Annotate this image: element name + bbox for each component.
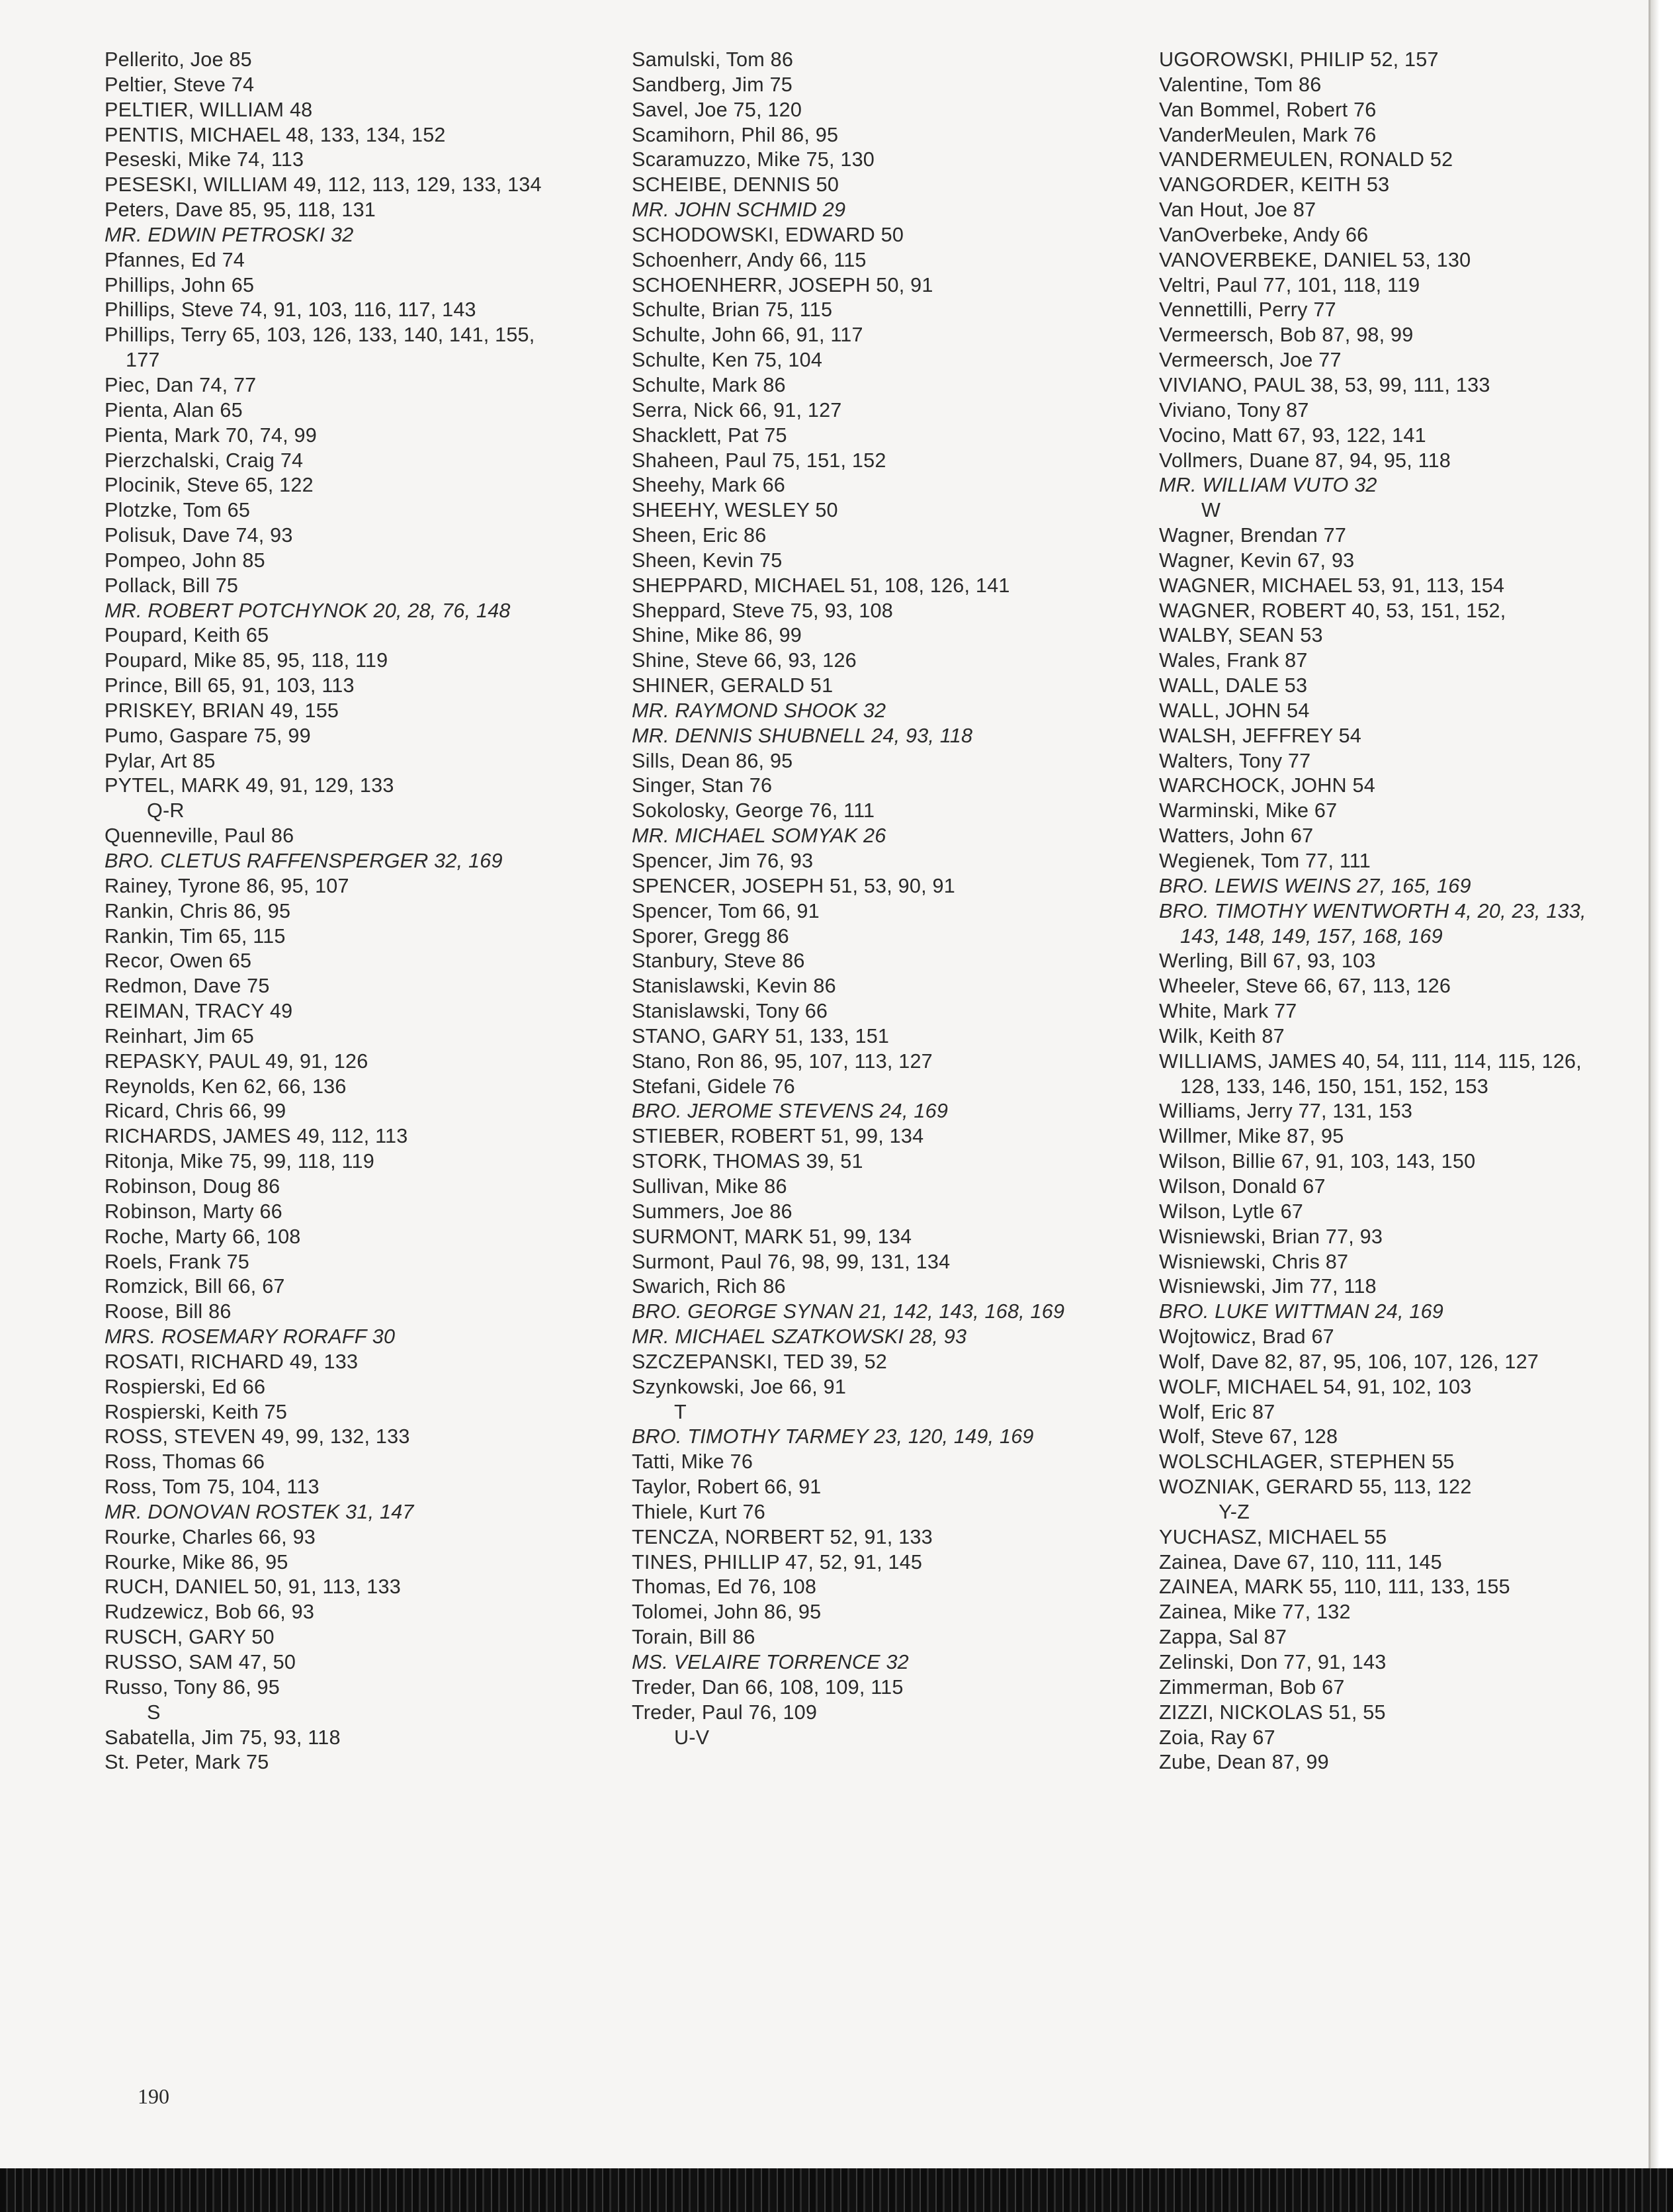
index-entry: Tolomei, John 86, 95: [632, 1601, 822, 1624]
index-entry: Thiele, Kurt 76: [632, 1500, 765, 1523]
index-entry: Reynolds, Ken 62, 66, 136: [105, 1075, 347, 1098]
index-entry-faculty: MR. RAYMOND SHOOK 32: [632, 699, 886, 722]
index-entry: Treder, Paul 76, 109: [632, 1701, 818, 1724]
index-entry: Redmon, Dave 75: [105, 975, 270, 998]
index-entry: Reinhart, Jim 65: [105, 1024, 254, 1047]
index-entry: Roche, Marty 66, 108: [105, 1225, 301, 1248]
index-entry: Van Hout, Joe 87: [1159, 199, 1316, 222]
index-entry: STANO, GARY 51, 133, 151: [632, 1024, 890, 1047]
index-entry: SPENCER, JOSEPH 51, 53, 90, 91: [632, 874, 955, 897]
index-entry-faculty: BRO. TIMOTHY WENTWORTH 4, 20, 23, 133, 143, 148, 149, 157, 168, 169: [1159, 899, 1586, 948]
index-entry: Taylor, Robert 66, 91: [632, 1476, 822, 1499]
index-entry: Werling, Bill 67, 93, 103: [1159, 950, 1376, 973]
index-entry: Wilson, Lytle 67: [1159, 1200, 1304, 1223]
index-entry: Ross, Thomas 66: [105, 1450, 265, 1474]
index-entry-faculty: MR. DONOVAN ROSTEK 31, 147: [105, 1500, 414, 1523]
index-entry-faculty: MR. JOHN SCHMID 29: [632, 199, 846, 222]
index-column-3: [1159, 48, 1615, 1775]
index-entry: Wisniewski, Jim 77, 118: [1159, 1275, 1377, 1298]
index-entry: Wolf, Steve 67, 128: [1159, 1425, 1338, 1448]
section-letter-heading: Y-Z: [1219, 1500, 1250, 1523]
index-entry: Wisniewski, Brian 77, 93: [1159, 1225, 1383, 1248]
index-entry: Surmont, Paul 76, 98, 99, 131, 134: [632, 1250, 951, 1273]
index-entry: Pollack, Bill 75: [105, 574, 239, 597]
index-entry: Recor, Owen 65: [105, 950, 252, 973]
section-letter-heading: T: [674, 1400, 687, 1423]
index-entry: Quenneville, Paul 86: [105, 824, 294, 848]
index-entry: WALBY, SEAN 53: [1159, 624, 1323, 647]
index-entry: VANGORDER, KEITH 53: [1159, 173, 1390, 197]
index-entry: Russo, Tony 86, 95: [105, 1675, 280, 1699]
index-entry: Tatti, Mike 76: [632, 1450, 753, 1474]
index-entry: Vermeersch, Bob 87, 98, 99: [1159, 324, 1414, 347]
index-entry: PENTIS, MICHAEL 48, 133, 134, 152: [105, 123, 446, 146]
index-entry: Pumo, Gaspare 75, 99: [105, 724, 311, 747]
index-entry: Samulski, Tom 86: [632, 48, 794, 71]
index-entry: Wolf, Dave 82, 87, 95, 106, 107, 126, 127: [1159, 1350, 1539, 1373]
index-entry: Pfannes, Ed 74: [105, 248, 245, 271]
index-entry: RICHARDS, JAMES 49, 112, 113: [105, 1125, 408, 1148]
index-entry: Roels, Frank 75: [105, 1250, 249, 1273]
index-entry: Zelinski, Don 77, 91, 143: [1159, 1651, 1387, 1673]
section-letter-heading: S: [147, 1701, 161, 1724]
index-entry: Robinson, Doug 86: [105, 1174, 280, 1198]
index-entry: Romzick, Bill 66, 67: [105, 1275, 285, 1298]
index-entry: Peltier, Steve 74: [105, 73, 255, 96]
index-entry: WALL, DALE 53: [1159, 674, 1308, 697]
index-entry: REIMAN, TRACY 49: [105, 1000, 293, 1023]
index-entry: Watters, John 67: [1159, 824, 1314, 848]
index-entry: Wolf, Eric 87: [1159, 1400, 1275, 1423]
index-entry: Wojtowicz, Brad 67: [1159, 1325, 1334, 1349]
index-entry: WALL, JOHN 54: [1159, 699, 1310, 722]
index-entry: Viviano, Tony 87: [1159, 398, 1309, 421]
index-entry: Wisniewski, Chris 87: [1159, 1250, 1349, 1273]
index-entry: Pienta, Mark 70, 74, 99: [105, 423, 317, 447]
index-entry: Wagner, Kevin 67, 93: [1159, 549, 1355, 572]
index-entry-faculty: BRO. GEORGE SYNAN 21, 142, 143, 168, 169: [632, 1300, 1065, 1323]
index-entry: VIVIANO, PAUL 38, 53, 99, 111, 133: [1159, 373, 1490, 396]
index-entry: Rankin, Tim 65, 115: [105, 924, 286, 948]
index-entry: Wales, Frank 87: [1159, 649, 1308, 672]
index-entry: SCHEIBE, DENNIS 50: [632, 173, 839, 197]
index-entry: Warminski, Mike 67: [1159, 799, 1338, 822]
index-entry-faculty: BRO. JEROME STEVENS 24, 169: [632, 1100, 949, 1123]
index-entry: WAGNER, ROBERT 40, 53, 151, 152,: [1159, 599, 1506, 622]
index-entry-faculty: MR. ROBERT POTCHYNOK 20, 28, 76, 148: [105, 599, 511, 622]
index-entry: Plocinik, Steve 65, 122: [105, 474, 314, 497]
index-entry: Wilson, Donald 67: [1159, 1174, 1326, 1198]
index-entry: Sheppard, Steve 75, 93, 108: [632, 599, 893, 622]
index-entry: Rankin, Chris 86, 95: [105, 899, 291, 922]
index-entry: SHEPPARD, MICHAEL 51, 108, 126, 141: [632, 574, 1010, 597]
index-entry: VanderMeulen, Mark 76: [1159, 123, 1377, 146]
index-entry: Walters, Tony 77: [1159, 749, 1311, 772]
index-entry: TINES, PHILLIP 47, 52, 91, 145: [632, 1550, 923, 1573]
index-column-1: [105, 48, 561, 1775]
index-entry: RUSSO, SAM 47, 50: [105, 1651, 296, 1673]
index-entry: Zainea, Dave 67, 110, 111, 145: [1159, 1550, 1442, 1573]
index-entry-faculty: MR. DENNIS SHUBNELL 24, 93, 118: [632, 724, 973, 747]
index-column-2: [632, 48, 1088, 1750]
index-entry: Sokolosky, George 76, 111: [632, 799, 875, 822]
index-entry: Pienta, Alan 65: [105, 398, 243, 421]
index-entry: VanOverbeke, Andy 66: [1159, 223, 1369, 246]
index-entry: SCHODOWSKI, EDWARD 50: [632, 223, 904, 246]
index-entry: Rudzewicz, Bob 66, 93: [105, 1601, 315, 1624]
index-entry: Pellerito, Joe 85: [105, 48, 252, 71]
index-entry: ZAINEA, MARK 55, 110, 111, 133, 155: [1159, 1575, 1510, 1599]
index-entry: Shine, Mike 86, 99: [632, 624, 802, 647]
index-entry-faculty: BRO. LEWIS WEINS 27, 165, 169: [1159, 874, 1471, 897]
index-entry: REPASKY, PAUL 49, 91, 126: [105, 1049, 368, 1073]
index-entry: Rourke, Mike 86, 95: [105, 1550, 288, 1573]
index-entry: WOLSCHLAGER, STEPHEN 55: [1159, 1450, 1455, 1474]
index-entry: Sullivan, Mike 86: [632, 1174, 787, 1198]
index-entry: PRISKEY, BRIAN 49, 155: [105, 699, 339, 722]
index-entry: Stanbury, Steve 86: [632, 950, 805, 973]
index-entry: Williams, Jerry 77, 131, 153: [1159, 1100, 1413, 1123]
index-entry-faculty: MR. EDWIN PETROSKI 32: [105, 223, 354, 246]
index-entry: Zube, Dean 87, 99: [1159, 1751, 1329, 1774]
index-entry: SURMONT, MARK 51, 99, 134: [632, 1225, 912, 1248]
index-entry: Wheeler, Steve 66, 67, 113, 126: [1159, 975, 1451, 998]
index-entry: Wegienek, Tom 77, 111: [1159, 850, 1371, 872]
index-entry: PESESKI, WILLIAM 49, 112, 113, 129, 133, 134: [105, 173, 542, 197]
index-entry: Vollmers, Duane 87, 94, 95, 118: [1159, 449, 1451, 472]
index-entry: WALSH, JEFFREY 54: [1159, 724, 1362, 747]
index-entry-faculty: BRO. LUKE WITTMAN 24, 169: [1159, 1300, 1444, 1323]
index-entry: Swarich, Rich 86: [632, 1275, 786, 1298]
index-entry: Phillips, John 65: [105, 273, 255, 296]
index-entry: Zainea, Mike 77, 132: [1159, 1601, 1351, 1624]
index-entry: SHINER, GERALD 51: [632, 674, 834, 697]
index-entry: Phillips, Steve 74, 91, 103, 116, 117, 143: [105, 298, 476, 322]
index-entry: Rospierski, Ed 66: [105, 1375, 266, 1398]
index-entry: Wagner, Brendan 77: [1159, 524, 1347, 547]
index-entry: Sporer, Gregg 86: [632, 924, 789, 948]
index-entry: Spencer, Tom 66, 91: [632, 899, 820, 922]
index-entry: Schulte, Brian 75, 115: [632, 298, 833, 322]
index-entry: ROSATI, RICHARD 49, 133: [105, 1350, 359, 1373]
index-entry: Summers, Joe 86: [632, 1200, 793, 1223]
index-entry: Willmer, Mike 87, 95: [1159, 1125, 1344, 1148]
index-entry: VANDERMEULEN, RONALD 52: [1159, 148, 1453, 171]
index-entry: ROSS, STEVEN 49, 99, 132, 133: [105, 1425, 410, 1448]
index-entry: Treder, Dan 66, 108, 109, 115: [632, 1675, 904, 1699]
index-entry: TENCZA, NORBERT 52, 91, 133: [632, 1525, 933, 1548]
index-entry: Spencer, Jim 76, 93: [632, 850, 814, 872]
index-entry: YUCHASZ, MICHAEL 55: [1159, 1525, 1387, 1548]
index-entry: Wilson, Billie 67, 91, 103, 143, 150: [1159, 1150, 1476, 1173]
index-entry: Serra, Nick 66, 91, 127: [632, 398, 842, 421]
index-entry: Schoenherr, Andy 66, 115: [632, 248, 867, 271]
index-entry: SZCZEPANSKI, TED 39, 52: [632, 1350, 888, 1373]
index-entry: Schulte, Ken 75, 104: [632, 349, 823, 372]
index-entry: Pompeo, John 85: [105, 549, 265, 572]
scan-border: [0, 2168, 1673, 2212]
index-entry: Vermeersch, Joe 77: [1159, 349, 1342, 372]
index-entry: WOLF, MICHAEL 54, 91, 102, 103: [1159, 1375, 1472, 1398]
index-entry: Shine, Steve 66, 93, 126: [632, 649, 857, 672]
index-entry-faculty: MS. VELAIRE TORRENCE 32: [632, 1651, 909, 1673]
index-entry: Stano, Ron 86, 95, 107, 113, 127: [632, 1049, 933, 1073]
index-entry: Rourke, Charles 66, 93: [105, 1525, 316, 1548]
page-number: 190: [138, 2084, 169, 2108]
index-entry: WAGNER, MICHAEL 53, 91, 113, 154: [1159, 574, 1505, 597]
index-entry: Sandberg, Jim 75: [632, 73, 793, 96]
index-entry: Peseski, Mike 74, 113: [105, 148, 304, 171]
section-letter-heading: W: [1201, 499, 1221, 522]
index-entry: Plotzke, Tom 65: [105, 499, 251, 522]
index-entry: Torain, Bill 86: [632, 1626, 755, 1649]
index-entry: Vocino, Matt 67, 93, 122, 141: [1159, 423, 1426, 447]
index-entry: Roose, Bill 86: [105, 1300, 232, 1323]
index-entry: Zoia, Ray 67: [1159, 1726, 1275, 1749]
index-entry-faculty: MRS. ROSEMARY RORAFF 30: [105, 1325, 396, 1349]
index-entry: ZIZZI, NICKOLAS 51, 55: [1159, 1701, 1386, 1724]
index-entry: White, Mark 77: [1159, 1000, 1297, 1023]
index-entry-faculty: MR. WILLIAM VUTO 32: [1159, 474, 1377, 497]
index-entry: Savel, Joe 75, 120: [632, 98, 802, 121]
index-entry: STIEBER, ROBERT 51, 99, 134: [632, 1125, 924, 1148]
index-entry: Schulte, John 66, 91, 117: [632, 324, 863, 347]
section-letter-heading: U-V: [674, 1726, 710, 1749]
index-entry: Polisuk, Dave 74, 93: [105, 524, 293, 547]
index-entry: Ross, Tom 75, 104, 113: [105, 1476, 320, 1499]
index-entry: Rospierski, Keith 75: [105, 1400, 288, 1423]
index-entry: Shacklett, Pat 75: [632, 423, 787, 447]
index-entry: Phillips, Terry 65, 103, 126, 133, 140, 141, 155, 177: [105, 324, 535, 372]
index-entry: Schulte, Mark 86: [632, 373, 786, 396]
page-edge: [1649, 0, 1673, 2212]
index-entry: Robinson, Marty 66: [105, 1200, 282, 1223]
index-entry: Sabatella, Jim 75, 93, 118: [105, 1726, 341, 1749]
index-entry: Sheen, Kevin 75: [632, 549, 783, 572]
index-entry: Prince, Bill 65, 91, 103, 113: [105, 674, 355, 697]
index-entry: Poupard, Mike 85, 95, 118, 119: [105, 649, 388, 672]
index-entry: Stanislawski, Kevin 86: [632, 975, 836, 998]
index-entry: Rainey, Tyrone 86, 95, 107: [105, 874, 349, 897]
index-entry: Veltri, Paul 77, 101, 118, 119: [1159, 273, 1420, 296]
index-entry: Stanislawski, Tony 66: [632, 1000, 828, 1023]
index-entry: Sills, Dean 86, 95: [632, 749, 793, 772]
index-entry: Szynkowski, Joe 66, 91: [632, 1375, 847, 1398]
index-entry-faculty: BRO. CLETUS RAFFENSPERGER 32, 169: [105, 850, 503, 872]
index-entry: RUCH, DANIEL 50, 91, 113, 133: [105, 1575, 401, 1599]
index-entry: St. Peter, Mark 75: [105, 1751, 269, 1774]
index-entry: Sheehy, Mark 66: [632, 474, 786, 497]
index-entry: SCHOENHERR, JOSEPH 50, 91: [632, 273, 933, 296]
index-entry: PELTIER, WILLIAM 48: [105, 98, 313, 121]
index-entry: Scamihorn, Phil 86, 95: [632, 123, 839, 146]
index-entry: Van Bommel, Robert 76: [1159, 98, 1377, 121]
index-entry: Wilk, Keith 87: [1159, 1024, 1285, 1047]
index-entry-faculty: MR. MICHAEL SOMYAK 26: [632, 824, 886, 848]
index-entry: Ritonja, Mike 75, 99, 118, 119: [105, 1150, 374, 1173]
index-entry: Stefani, Gidele 76: [632, 1075, 795, 1098]
index-entry-faculty: MR. MICHAEL SZATKOWSKI 28, 93: [632, 1325, 967, 1349]
index-entry: UGOROWSKI, PHILIP 52, 157: [1159, 48, 1439, 71]
index-entry: Poupard, Keith 65: [105, 624, 269, 647]
index-entry: Piec, Dan 74, 77: [105, 373, 257, 396]
index-entry: Shaheen, Paul 75, 151, 152: [632, 449, 886, 472]
index-entry: WILLIAMS, JAMES 40, 54, 111, 114, 115, 126, 128, 133, 146, 150, 151, 152, 153: [1159, 1049, 1582, 1098]
index-entry: RUSCH, GARY 50: [105, 1626, 275, 1649]
index-entry-faculty: BRO. TIMOTHY TARMEY 23, 120, 149, 169: [632, 1425, 1034, 1448]
index-entry: VANOVERBEKE, DANIEL 53, 130: [1159, 248, 1471, 271]
index-entry: PYTEL, MARK 49, 91, 129, 133: [105, 774, 394, 797]
index-entry: Valentine, Tom 86: [1159, 73, 1322, 96]
index-entry: Scaramuzzo, Mike 75, 130: [632, 148, 875, 171]
index-entry: Ricard, Chris 66, 99: [105, 1100, 286, 1123]
index-entry: Zappa, Sal 87: [1159, 1626, 1287, 1649]
index-entry: WOZNIAK, GERARD 55, 113, 122: [1159, 1476, 1472, 1499]
index-entry: Thomas, Ed 76, 108: [632, 1575, 817, 1599]
index-entry: Pylar, Art 85: [105, 749, 216, 772]
index-entry: Sheen, Eric 86: [632, 524, 767, 547]
index-entry: STORK, THOMAS 39, 51: [632, 1150, 863, 1173]
index-entry: Zimmerman, Bob 67: [1159, 1675, 1345, 1699]
index-entry: Peters, Dave 85, 95, 118, 131: [105, 199, 376, 222]
index-entry: Vennettilli, Perry 77: [1159, 298, 1336, 322]
index-entry: Pierzchalski, Craig 74: [105, 449, 304, 472]
index-entry: SHEEHY, WESLEY 50: [632, 499, 838, 522]
index-entry: WARCHOCK, JOHN 54: [1159, 774, 1375, 797]
section-letter-heading: Q-R: [147, 799, 185, 822]
index-entry: Singer, Stan 76: [632, 774, 773, 797]
